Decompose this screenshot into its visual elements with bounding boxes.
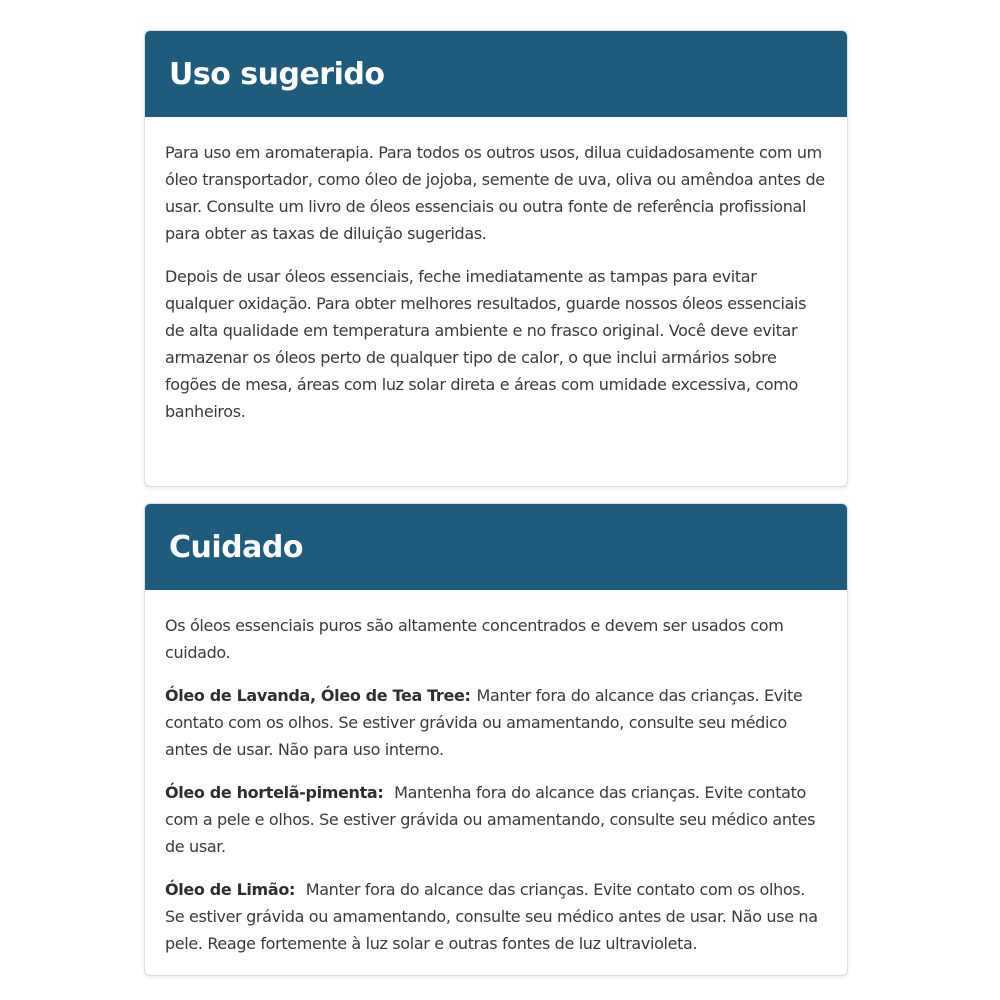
suggested-use-header [145,31,847,117]
caution-item-text: Manter fora do alcance das crianças. Evite contato com os olhos. Se estiver grávida ou amamentando, consulte seu médico antes de usar. Não use na pele. Reage fortemente à luz solar e outras fontes de luz ultravioleta. [165,880,818,953]
suggested-use-paragraph: Para uso em aromaterapia. Para todos os outros usos, dilua cuidadosamente com um óleo transportador, como óleo de jojoba, semente de uva, oliva ou amêndoa antes de usar. Consulte um livro de óleos essenciais ou outra fonte de referência profissional para obter as taxas de diluição sugeridas. [165,143,825,243]
caution-item-label: Óleo de Lavanda, Óleo de Tea Tree: [165,686,471,705]
suggested-use-paragraph: Depois de usar óleos essenciais, feche imediatamente as tampas para evitar qualquer oxidação. Para obter melhores resultados, guarde nossos óleos essenciais de alta qualidade em temperatura ambiente e no frasco original. Você deve evitar armazenar os óleos perto de qualquer tipo de calor, o que inclui armários sobre fogões de mesa, áreas com luz solar direta e áreas com umidade excessiva, como banheiros. [165,267,807,421]
caution-item [165,876,827,957]
caution-header [145,504,847,590]
caution-item [165,779,827,860]
caution-item-text: Mantenha fora do alcance das crianças. Evite contato com a pele e olhos. Se estiver grávida ou amamentando, consulte seu médico antes de usar. [165,783,816,856]
caution-item-label: Óleo de Limão: [165,880,296,899]
caution-item [165,682,827,763]
caution-item-label: Óleo de hortelã-pimenta: [165,783,384,802]
suggested-use-card [144,30,848,487]
caution-body [145,590,847,957]
suggested-use-body [145,117,847,425]
caution-card [144,503,848,976]
caution-title: Cuidado [169,529,303,565]
caution-item-text: Manter fora do alcance das crianças. Evite contato com os olhos. Se estiver grávida ou amamentando, consulte seu médico antes de usar. Não para uso interno. [165,686,803,759]
suggested-use-title: Uso sugerido [169,56,385,92]
caution-intro: Os óleos essenciais puros são altamente concentrados e devem ser usados com cuidado. [165,616,784,662]
